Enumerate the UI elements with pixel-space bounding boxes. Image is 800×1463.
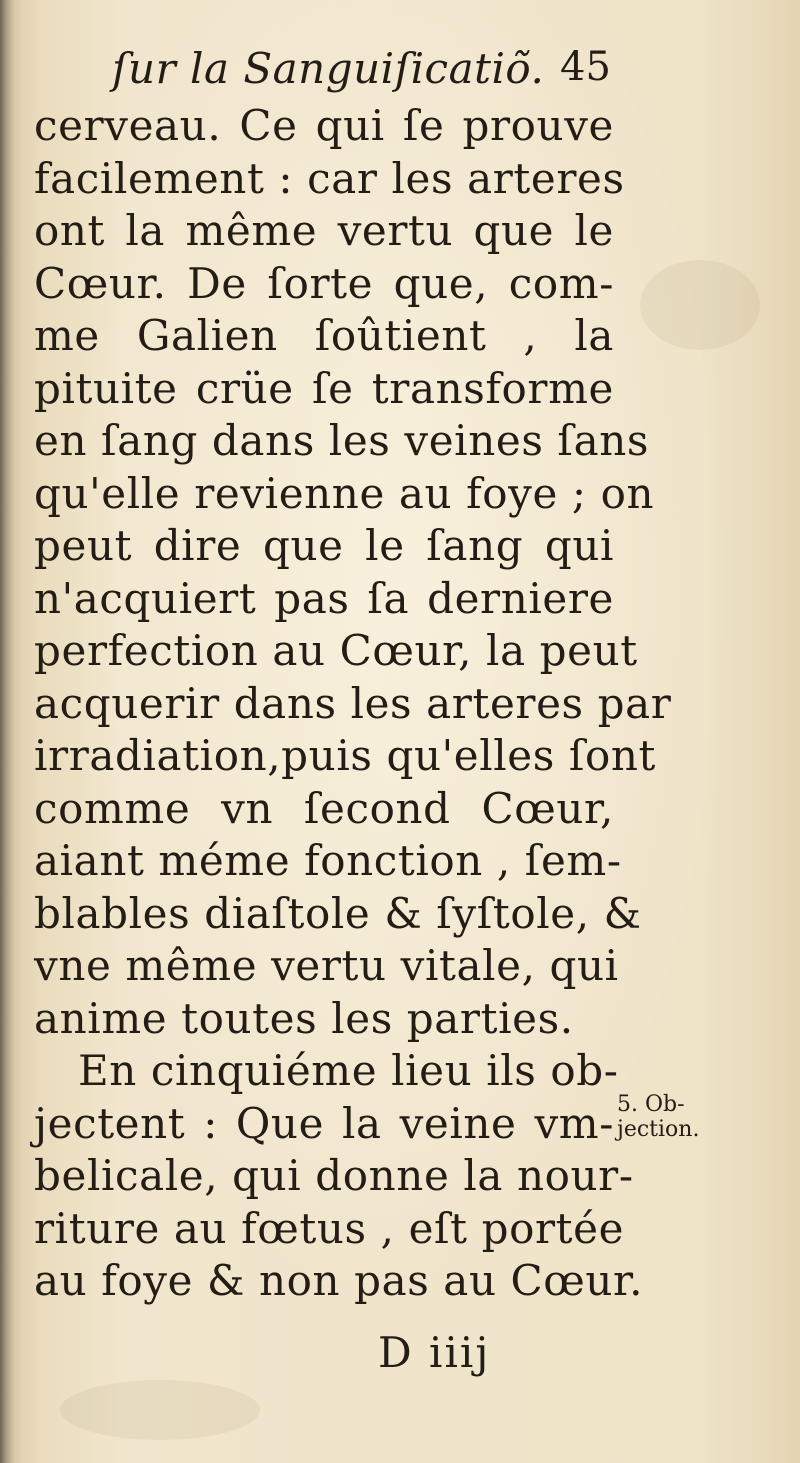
text-line: perfection au Cœur, la peut bbox=[34, 626, 638, 675]
paper-stain bbox=[60, 1380, 260, 1440]
running-head bbox=[112, 40, 612, 100]
text-line: pituite crüe ſe transforme bbox=[34, 363, 614, 413]
text-line: riture au fœtus , eſt portée bbox=[34, 1203, 625, 1253]
text-line: ont la même vertu que le bbox=[34, 206, 614, 255]
text-line: n'acquiert pas ſa derniere bbox=[34, 573, 614, 623]
paper-stain bbox=[640, 260, 760, 350]
text-line: blables diaſtole & ſyſtole, & bbox=[34, 888, 642, 938]
text-line: irradiation,puis qu'elles ſont bbox=[34, 731, 656, 780]
text-line: anime toutes les parties. bbox=[34, 993, 574, 1043]
text-line: En cinquiéme lieu ils ob- bbox=[78, 1046, 619, 1095]
text-line: Cœur. De ſorte que, com- bbox=[34, 258, 614, 308]
margin-note bbox=[617, 1092, 737, 1142]
margin-note-line: jection. bbox=[617, 1117, 700, 1142]
text-line: qu'elle revienne au foye ; on bbox=[34, 468, 655, 518]
margin-note-line: 5. Ob- bbox=[617, 1092, 685, 1117]
text-line: belicale, qui donne la nour- bbox=[34, 1151, 634, 1200]
text-line: au foye & non pas au Cœur. bbox=[34, 1256, 644, 1305]
signature-mark: D iiij bbox=[378, 1328, 491, 1377]
running-title: ſur la Sanguiſicatiõ. bbox=[112, 44, 545, 93]
text-line: me Galien ſoûtient , la bbox=[34, 311, 614, 360]
text-line: aiant méme fonction , ſem- bbox=[34, 836, 622, 885]
text-line: vne même vertu vitale, qui bbox=[34, 941, 619, 990]
text-line: en ſang dans les veines ſans bbox=[34, 416, 650, 465]
page-number: 45 bbox=[560, 44, 611, 90]
text-line: cerveau. Ce qui ſe prouve bbox=[34, 101, 614, 150]
text-line: acquerir dans les arteres par bbox=[34, 678, 672, 728]
text-line: comme vn ſecond Cœur, bbox=[34, 783, 614, 833]
book-gutter bbox=[0, 0, 22, 1463]
text-line: facilement : car les arteres bbox=[34, 153, 625, 203]
text-line: jectent : Que la veine vm- bbox=[34, 1098, 614, 1148]
text-line: peut dire que le ſang qui bbox=[34, 521, 614, 570]
